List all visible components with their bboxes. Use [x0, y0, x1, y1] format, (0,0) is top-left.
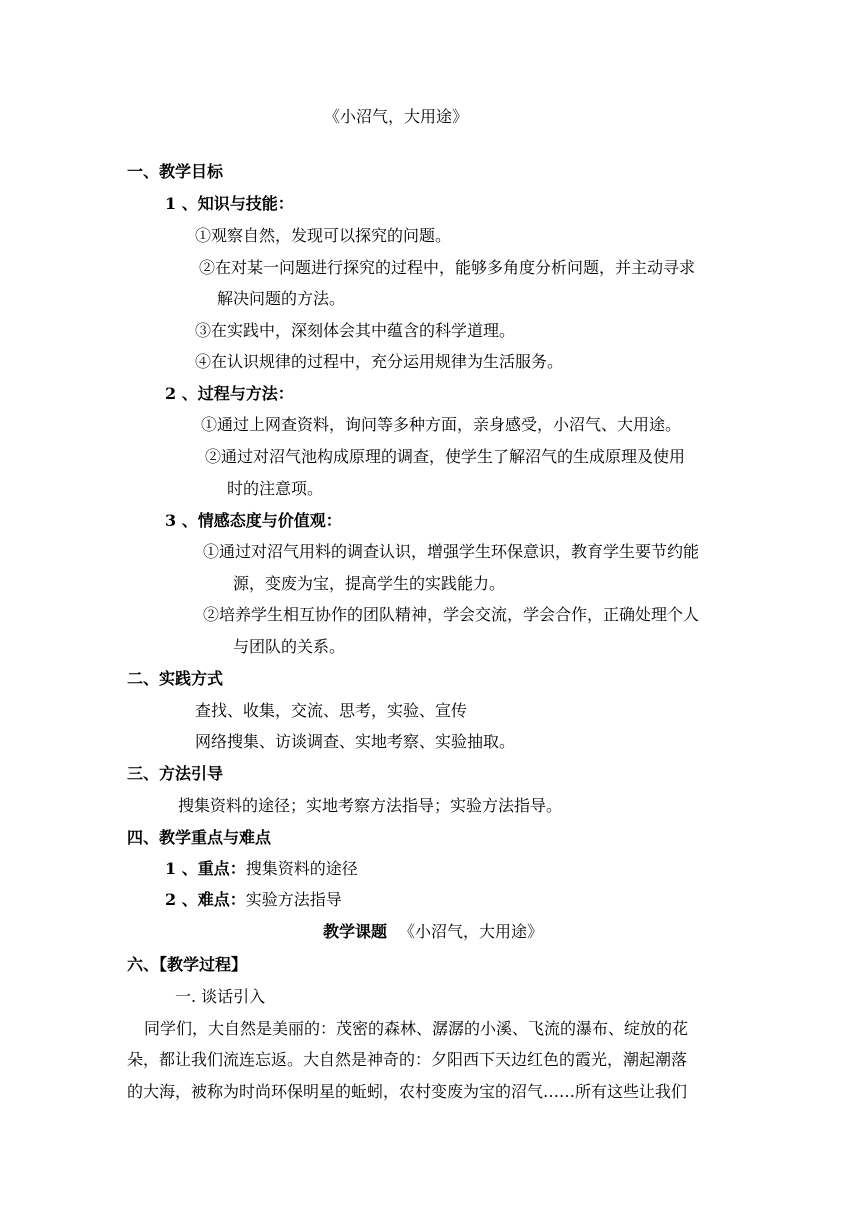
subheading-knowledge-skills: 1 、知识与技能： — [165, 194, 294, 213]
subheading-attitude-values: 3 、情感态度与价值观： — [165, 511, 342, 530]
section-heading-goals: 一、教学目标 — [127, 162, 224, 181]
document-title: 《小沼气，大用途》 — [324, 107, 469, 126]
lesson-topic-label: 教学课题 — [323, 922, 388, 941]
key-point-text: 搜集资料的途径 — [245, 859, 358, 878]
method-guide-line: 搜集资料的途径；实地考察方法指导；实验方法指导。 — [178, 796, 563, 815]
difficulty-label: 2 、难点： — [165, 890, 246, 909]
key-point-label: 1 、重点： — [165, 859, 246, 878]
goal-item: ①通过上网查资料，询问等多种方面，亲身感受，小沼气、大用途。 — [201, 415, 682, 434]
goal-item: ②通过对沼气池构成原理的调查，使学生了解沼气的生成原理及使用 — [205, 447, 686, 466]
practice-line: 查找、收集，交流、思考，实验、宣传 — [195, 701, 468, 720]
goal-item-continued: 与团队的关系。 — [233, 637, 346, 656]
paragraph-line: 的大海，被称为时尚环保明星的蚯蚓，农村变废为宝的沼气……所有这些让我们 — [127, 1082, 688, 1101]
goal-item-continued: 时的注意项。 — [227, 479, 324, 498]
section-heading-practice: 二、实践方式 — [127, 669, 224, 688]
goal-item: ①通过对沼气用料的调查认识，增强学生环保意识，教育学生要节约能 — [203, 542, 700, 561]
goal-item-continued: 源，变废为宝，提高学生的实践能力。 — [233, 574, 506, 593]
difficulty-text: 实验方法指导 — [245, 890, 342, 909]
section-heading-key-points: 四、教学重点与难点 — [127, 828, 272, 847]
subsection-intro: 一. 谈话引入 — [175, 987, 266, 1006]
section-heading-teaching-process: 六、【教学过程】 — [127, 955, 248, 974]
goal-item-continued: 解决问题的方法。 — [217, 289, 346, 308]
paragraph-line: 朵，都让我们流连忘返。大自然是神奇的：夕阳西下天边红色的霞光，潮起潮落 — [127, 1050, 688, 1069]
lesson-topic-line — [323, 922, 543, 942]
difficulty-line — [165, 890, 342, 910]
goal-item: ③在实践中，深刻体会其中蕴含的科学道理。 — [195, 321, 516, 340]
section-heading-method-guide: 三、方法引导 — [127, 764, 224, 783]
practice-line: 网络搜集、访谈调查、实地考察、实验抽取。 — [195, 732, 516, 751]
subheading-process-methods: 2 、过程与方法： — [165, 384, 294, 403]
key-point-line — [165, 859, 358, 879]
goal-item: ②在对某一问题进行探究的过程中，能够多角度分析问题，并主动寻求 — [199, 258, 696, 277]
goal-item: ②培养学生相互协作的团队精神，学会交流，学会合作，正确处理个人 — [203, 605, 700, 624]
paragraph-line: 同学们，大自然是美丽的：茂密的森林、潺潺的小溪、飞流的瀑布、绽放的花 — [144, 1019, 689, 1038]
lesson-topic-title: 《小沼气，大用途》 — [399, 922, 544, 941]
goal-item: ①观察自然，发现可以探究的问题。 — [195, 226, 452, 245]
goal-item: ④在认识规律的过程中，充分运用规律为生活服务。 — [195, 352, 564, 371]
